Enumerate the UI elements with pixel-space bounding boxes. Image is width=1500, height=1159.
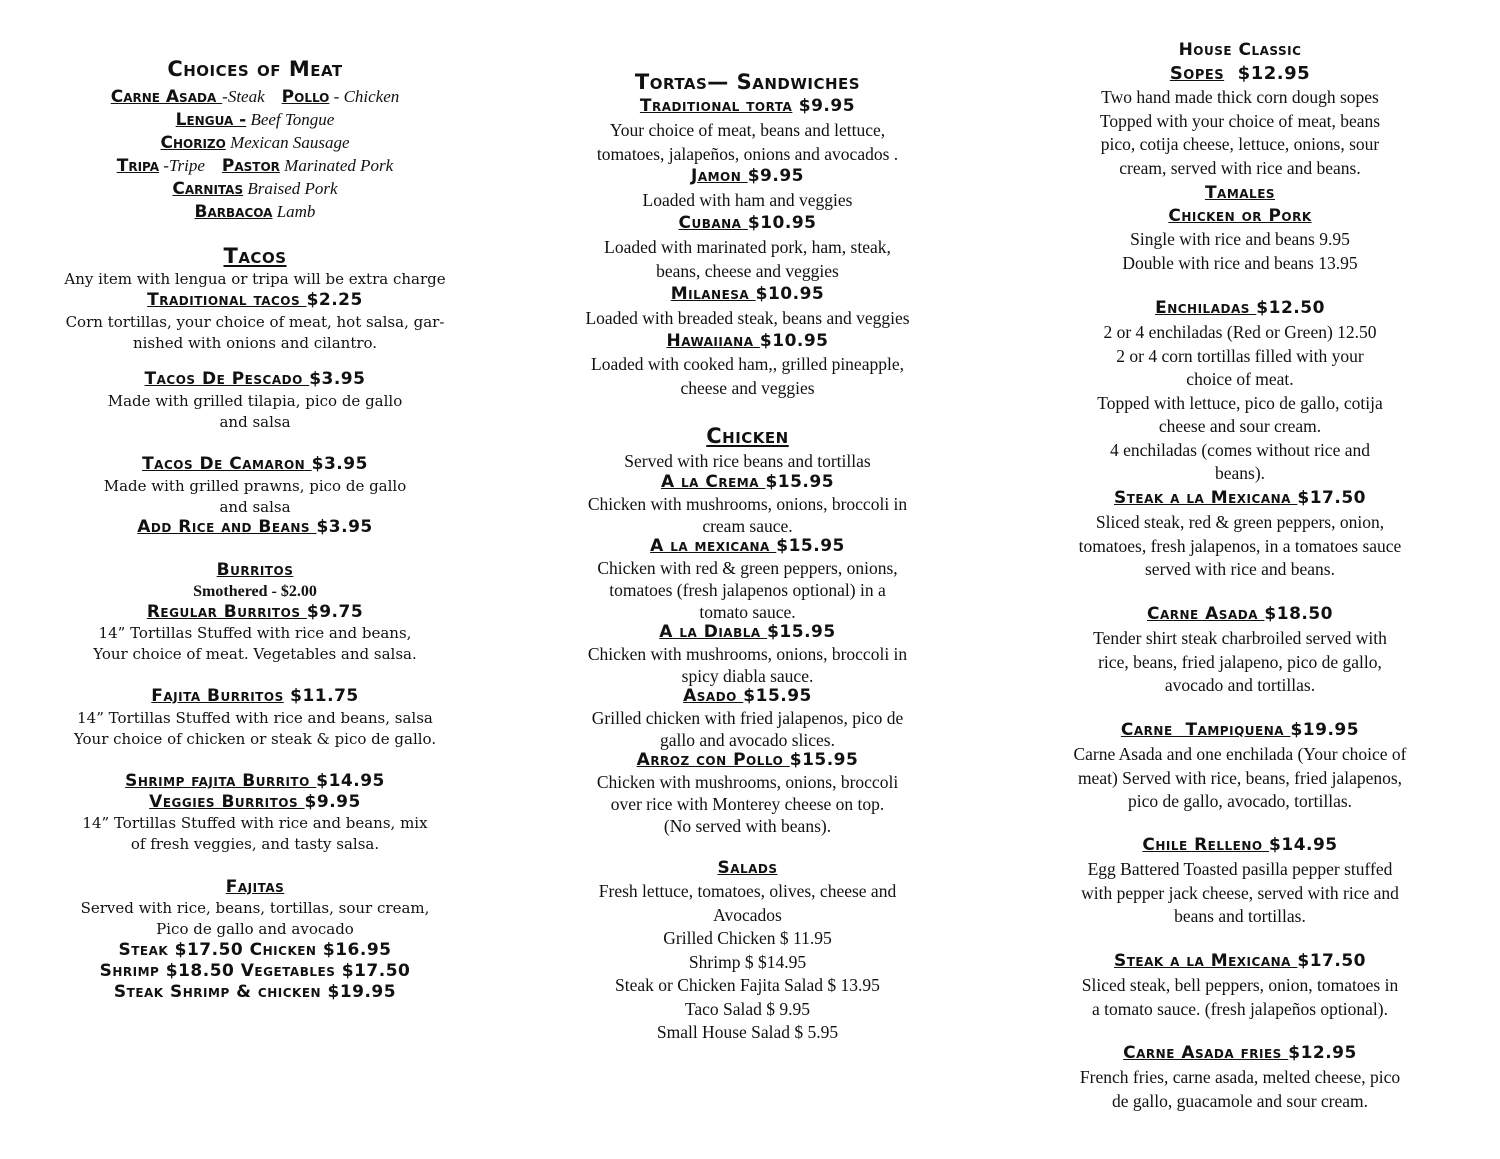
veggies-burritos-desc: 14” Tortillas Stuffed with rice and beans, mix of fresh veggies, and tasty salsa. [82,814,428,853]
tacos-camaron-desc: Made with grilled prawns, pico de gallo and salsa [103,477,407,516]
salads-items [555,927,940,1045]
tamales-desc: Single with rice and beans 9.95 Double with rice and beans 13.95 [1122,229,1358,273]
meat-line-2: Lengua - Beef Tongue [175,110,335,130]
salad-item: Grilled Chicken $ 11.95 [663,928,832,948]
cubana-desc: Loaded with marinated pork, ham, steak, beans, cheese and veggies [604,237,891,281]
carne-asada-fries-desc: French fries, carne asada, melted cheese, pico de gallo, guacamole and sour cream. [1079,1067,1401,1111]
milanesa-desc: Loaded with breaded steak, beans and veggies [585,308,910,328]
chicken-title: Chicken [706,424,789,448]
fajita-burritos-heading: Fajita Burritos $11.75 [151,686,359,706]
enchiladas-desc: 2 or 4 enchiladas (Red or Green) 12.50 2 or 4 corn tortillas filled with your choice of meat. Topped with lettuce, pico de gallo, cotija cheese and sour cream. 4 enchiladas (comes without rice and beans). [1097,322,1383,483]
sopes-desc: Two hand made thick corn dough sopes Topped with your choice of meat, beans pico, cotija cheese, lettuce, onions, sour cream, served with rice and beans. [1099,87,1381,178]
carne-asada-heading: Carne Asada $18.50 [1146,604,1334,624]
salad-item: Taco Salad $ 9.95 [684,998,811,1019]
asado-heading: Asado $15.95 [683,686,812,706]
tamales-subtitle: Chicken or Pork [1168,206,1312,226]
smothered-note: Smothered - $2.00 [193,583,317,600]
salads-desc: Fresh lettuce, tomatoes, olives, cheese and Avocados [598,881,897,925]
regular-burritos-heading: Regular Burritos $9.75 [146,602,364,622]
traditional-tacos-desc: Corn tortillas, your choice of meat, hot salsa, gar- nished with onions and cilantro. [65,313,445,352]
house-classic-title: House Classic [1178,40,1302,60]
salad-item: Steak or Chicken Fajita Salad $ 13.95 [615,975,880,995]
carne-tampiquena-heading: Carne Tampiquena $19.95 [1120,720,1360,740]
a-la-mexicana-heading: A la mexicana $15.95 [650,536,845,556]
meat-line-6: Barbacoa Lamb [194,202,316,222]
meat-line-3: Chorizo Mexican Sausage [160,133,350,153]
traditional-torta-desc: Your choice of meat, beans and lettuce, tomatoes, jalapeños, onions and avocados . [596,120,899,164]
carne-tampiquena-desc: Carne Asada and one enchilada (Your choice of meat) Served with rice, beans, fried jalapenos, pico de gallo, avocado, tortillas. [1073,744,1407,811]
traditional-tacos-heading: Traditional tacos $2.25 [147,290,363,310]
arroz-con-pollo-desc: Chicken with mushrooms, onions, broccoli over rice with Monterey cheese on top. (No served with beans). [596,772,899,836]
a-la-crema-heading: A la Crema $15.95 [660,472,835,492]
salad-item: Small House Salad $ 5.95 [656,1022,839,1042]
cubana-heading: Cubana $10.95 [678,213,817,233]
a-la-crema-desc: Chicken with mushrooms, onions, broccoli in cream sauce. [587,494,908,536]
jamon-desc: Loaded with ham and veggies [642,190,853,210]
chile-relleno-heading: Chile Relleno $14.95 [1142,835,1338,855]
regular-burritos-desc: 14” Tortillas Stuffed with rice and beans, Your choice of meat. Vegetables and salsa. [93,624,417,663]
chile-relleno-desc: Egg Battered Toasted pasilla pepper stuffed with pepper jack cheese, served with rice and beans and tortillas. [1081,859,1399,926]
steak-mexicana-2-heading: Steak a la Mexicana $17.50 [1114,951,1366,971]
tacos-note: Any item with lengua or tripa will be extra charge [64,270,446,288]
hawaiiana-heading: Hawaiiana $10.95 [666,331,829,351]
tacos-camaron-heading: Tacos De Camaron $3.95 [142,454,368,474]
jamon-heading: Jamon $9.95 [691,166,804,186]
tacos-pescado-desc: Made with grilled tilapia, pico de gallo and salsa [107,392,403,431]
tacos-pescado-heading: Tacos De Pescado $3.95 [144,369,366,389]
meat-line-5: Carnitas Braised Pork [172,179,338,199]
tortas-title: Tortas— Sandwiches [634,70,861,94]
hawaiiana-desc: Loaded with cooked ham,, grilled pineapple, cheese and veggies [591,354,904,398]
traditional-torta-heading: Traditional torta $9.95 [639,96,856,116]
carne-asada-fries-heading: Carne Asada fries $12.95 [1123,1043,1357,1063]
salads-title: Salads [717,858,778,878]
carne-asada-desc: Tender shirt steak charbroiled served with rice, beans, fried jalapeno, pico de gallo, avocado and tortillas. [1093,628,1387,695]
steak-mexicana-1-desc: Sliced steak, red & green peppers, onion, tomatoes, fresh jalapenos, in a tomatoes sauce served with rice and beans. [1078,512,1402,579]
fajitas-prices: Steak $17.50 Chicken $16.95 Shrimp $18.50 Vegetables $17.50 Steak Shrimp & chicken $19.95 [99,940,411,1002]
salad-item: Shrimp $ $14.95 [688,951,807,972]
a-la-diabla-heading: A la Diabla $15.95 [659,622,836,642]
fajitas-desc: Served with rice, beans, tortillas, sour cream, Pico de gallo and avocado [80,899,430,938]
steak-mexicana-2-desc: Sliced steak, bell peppers, onion, tomatoes in a tomato sauce. (fresh jalapeños optional). [1081,975,1399,1019]
add-rice-heading: Add Rice and Beans $3.95 [137,517,373,537]
shrimp-fajita-burrito-heading: Shrimp fajita Burrito $14.95 [125,771,385,791]
fajitas-title: Fajitas [225,877,285,897]
sopes-heading: Sopes $12.95 [1169,63,1311,84]
enchiladas-heading: Enchiladas $12.50 [1155,298,1325,318]
tamales-title: Tamales [1204,183,1276,203]
chicken-note: Served with rice beans and tortillas [624,451,871,471]
burritos-title: Burritos [216,560,294,580]
tacos-title: Tacos [223,244,287,268]
arroz-con-pollo-heading: Arroz con Pollo $15.95 [636,750,859,770]
asado-desc: Grilled chicken with fried jalapenos, pico de gallo and avocado slices. [591,708,904,750]
a-la-mexicana-desc: Chicken with red & green peppers, onions, tomatoes (fresh jalapenos optional) in a tomato sauce. [597,558,898,622]
meat-line-1: Carne Asada -Steak Pollo - Chicken [110,87,400,107]
meat-title: Choices of Meat [167,57,343,81]
a-la-diabla-desc: Chicken with mushrooms, onions, broccoli in spicy diabla sauce. [587,644,908,686]
meat-line-4: Tripa -Tripe Pastor Marinated Pork [116,156,394,176]
fajita-burritos-desc: 14” Tortillas Stuffed with rice and beans, salsa Your choice of chicken or steak & pico de gallo. [73,709,437,748]
steak-mexicana-1-heading: Steak a la Mexicana $17.50 [1114,488,1366,508]
veggies-burritos-heading: Veggies Burritos $9.95 [149,792,361,812]
milanesa-heading: Milanesa $10.95 [670,284,825,304]
